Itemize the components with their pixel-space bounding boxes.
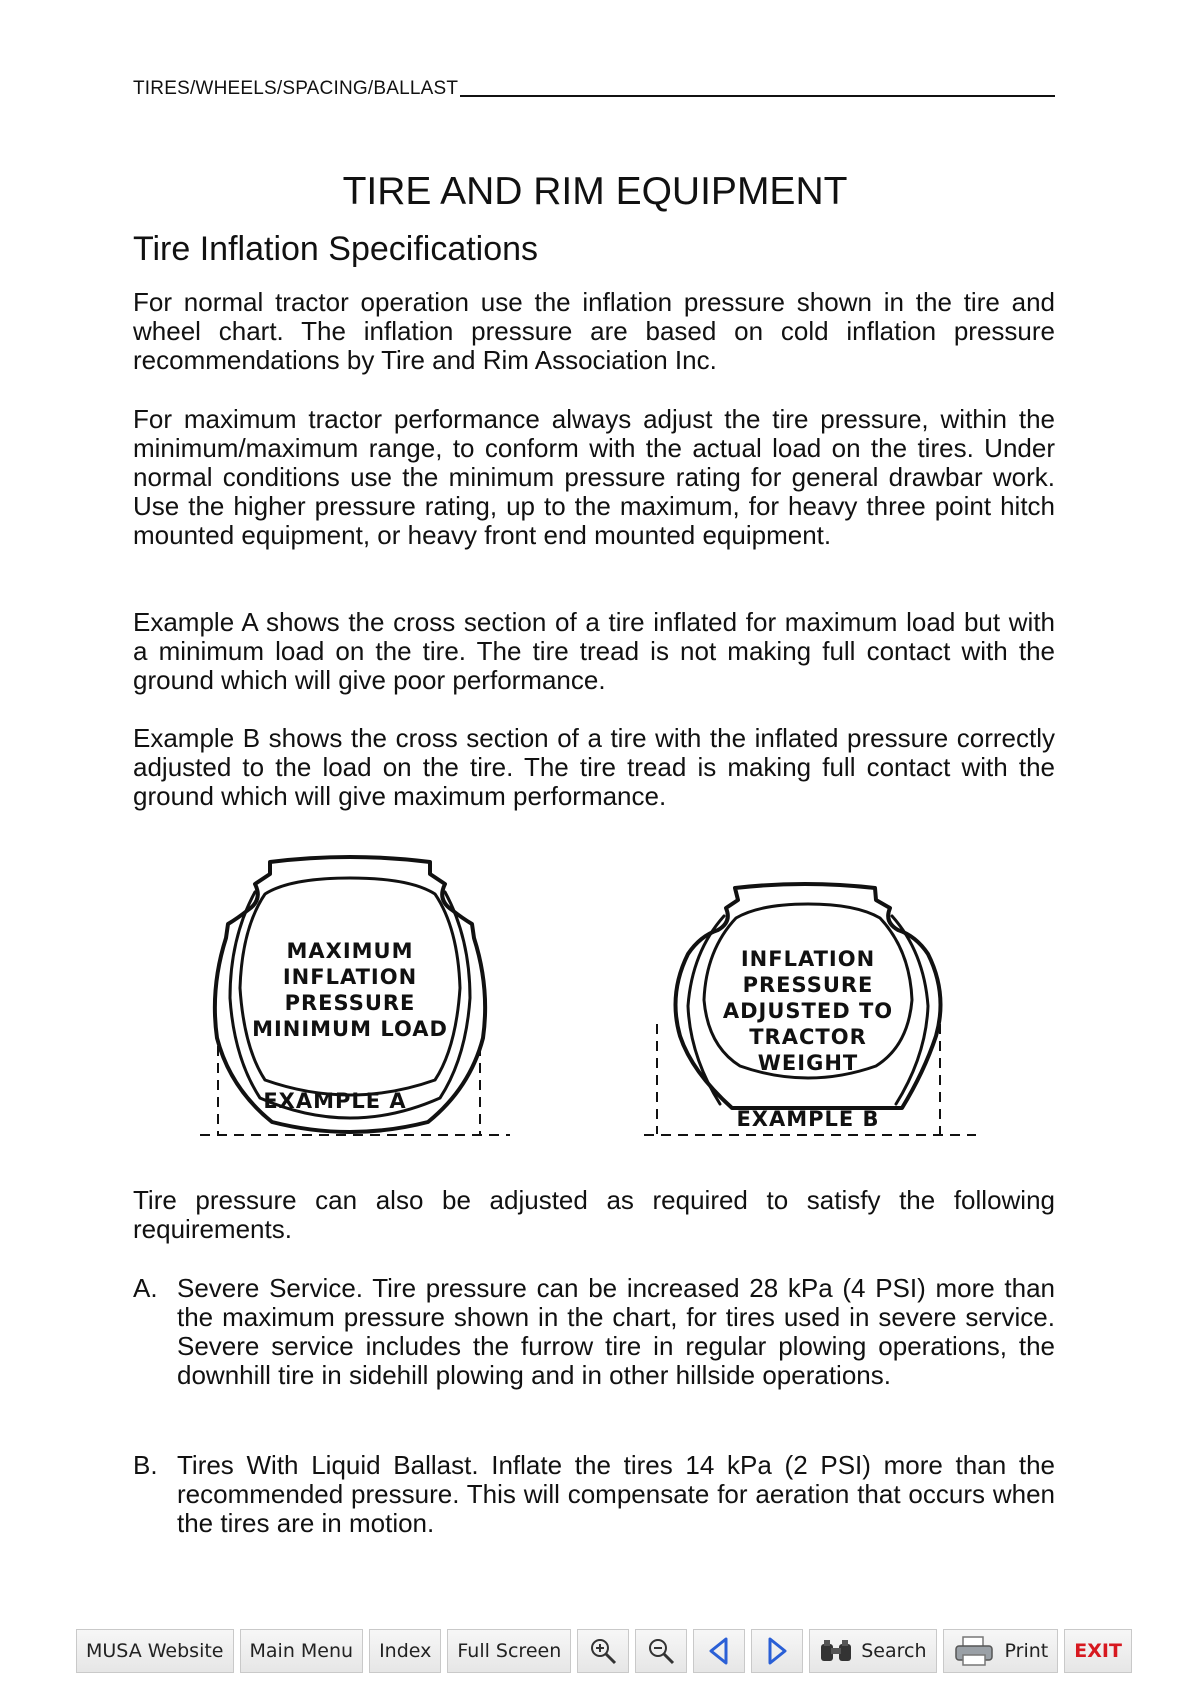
figure-b-line-5: WEIGHT <box>757 1051 859 1075</box>
paragraph-adjust-requirements: Tire pressure can also be adjusted as required to satisfy the following requirements. <box>133 1185 1055 1244</box>
full-screen-button[interactable]: Full Screen <box>447 1629 571 1673</box>
zoom-out-button[interactable] <box>635 1629 687 1673</box>
figure-a-line-1: MAXIMUM <box>286 939 414 963</box>
figure-a-line-2: INFLATION <box>282 965 418 989</box>
exit-button[interactable]: EXIT <box>1064 1629 1132 1673</box>
navigation-toolbar <box>76 1629 1132 1675</box>
figure-a-line-4: MINIMUM LOAD <box>252 1017 448 1041</box>
paragraph-example-b: Example B shows the cross section of a tire with the inflated pressure correctly adjusted to the load on the tire. The tire tread is making full contact with the ground which will give maximum performance. <box>133 723 1055 811</box>
list-item-severe-service <box>133 1274 1055 1390</box>
print-button[interactable] <box>943 1629 1059 1673</box>
figure-b-line-3: ADJUSTED TO <box>722 999 894 1023</box>
printer-icon <box>953 1635 995 1667</box>
header-rule <box>460 95 1055 97</box>
arrow-left-icon <box>706 1636 732 1666</box>
figure-b-line-2: PRESSURE <box>742 973 874 997</box>
arrow-right-icon <box>764 1636 790 1666</box>
section-subtitle: Tire Inflation Specifications <box>133 230 539 268</box>
figure-a-caption: EXAMPLE A <box>263 1089 407 1113</box>
list-marker-b: B. <box>133 1450 158 1480</box>
list-marker-a: A. <box>133 1273 158 1303</box>
previous-page-button[interactable] <box>693 1629 745 1673</box>
list-text-liquid-ballast: Tires With Liquid Ballast. Inflate the tires 14 kPa (2 PSI) more than the recommended pressure. This will compensate for aeration that occurs when the tires are in motion. <box>177 1450 1055 1538</box>
paragraph-example-a: Example A shows the cross section of a tire inflated for maximum load but with a minimum load on the tire. The tire tread is not making full contact with the ground which will give poor performance. <box>133 607 1055 695</box>
section-header-text: TIRES/WHEELS/SPACING/BALLAST <box>133 78 459 99</box>
zoom-in-button[interactable] <box>577 1629 629 1673</box>
list-item-liquid-ballast <box>133 1451 1055 1538</box>
paragraph-normal-operation: For normal tractor operation use the inflation pressure shown in the tire and wheel chart. The inflation pressure are based on cold inflation pressure recommendations by Tire and Rim Association Inc. <box>133 287 1055 375</box>
section-header <box>133 78 1055 100</box>
index-button[interactable]: Index <box>369 1629 441 1673</box>
print-button-label: Print <box>1004 1640 1049 1662</box>
figure-a-line-3: PRESSURE <box>284 991 416 1015</box>
binoculars-icon <box>819 1638 853 1664</box>
tire-diagram-example-a <box>190 848 520 1138</box>
zoom-out-icon <box>646 1636 676 1666</box>
figure-b-caption: EXAMPLE B <box>736 1107 880 1131</box>
main-menu-button[interactable]: Main Menu <box>240 1629 364 1673</box>
list-text-severe-service: Severe Service. Tire pressure can be increased 28 kPa (4 PSI) more than the maximum pressure shown in the chart, for tires used in severe service. Severe service includes the furrow tire in regular plowing operations, the downhill tire in sidehill plowing and in other hillside operations. <box>177 1273 1055 1390</box>
tire-diagram-example-b <box>640 876 980 1138</box>
figure-b-line-1: INFLATION <box>740 947 876 971</box>
paragraph-maximum-performance: For maximum tractor performance always adjust the tire pressure, within the minimum/maximum range, to conform with the actual load on the tires. Under normal conditions use the minimum pressure rating for general drawbar work. Use the higher pressure rating, up to the maximum, for heavy three point hitch mounted equipment, or heavy front end mounted equipment. <box>133 404 1055 550</box>
search-button-label: Search <box>861 1640 927 1662</box>
zoom-in-icon <box>588 1636 618 1666</box>
page-title: TIRE AND RIM EQUIPMENT <box>342 170 848 213</box>
search-button[interactable] <box>809 1629 936 1673</box>
next-page-button[interactable] <box>751 1629 803 1673</box>
musa-website-button[interactable]: MUSA Website <box>76 1629 234 1673</box>
figure-b-line-4: TRACTOR <box>749 1025 867 1049</box>
